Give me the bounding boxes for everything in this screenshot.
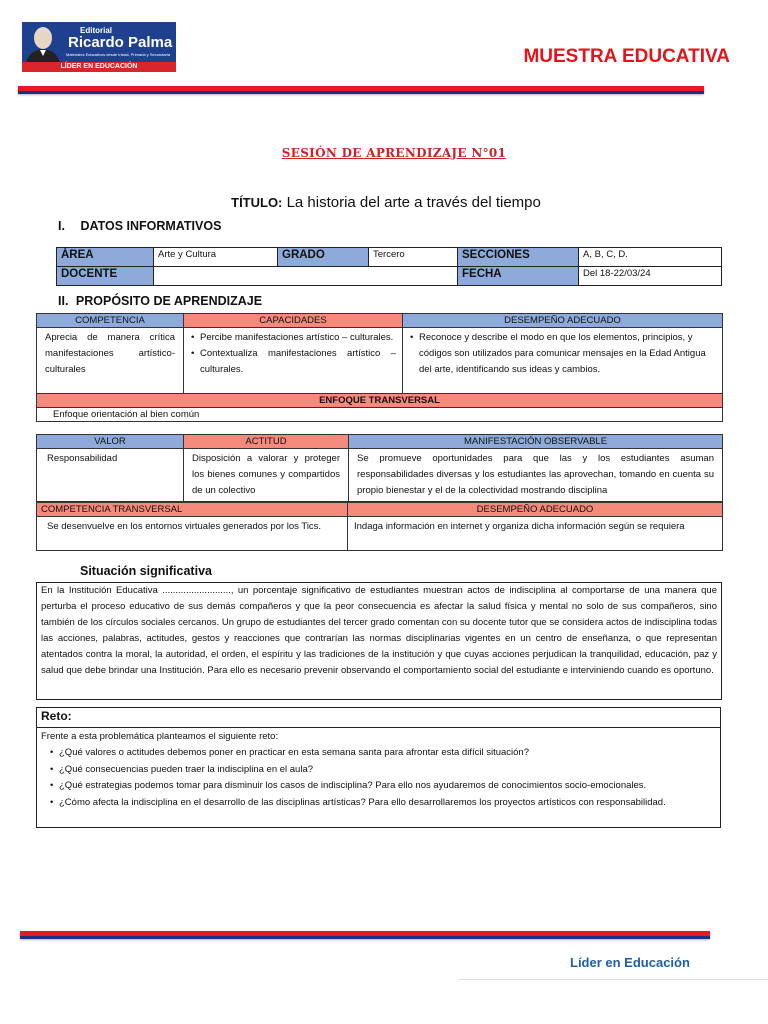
- capacidades-cell: [184, 328, 403, 394]
- section-title: DATOS INFORMATIVOS: [80, 219, 222, 233]
- actitud-cell: Disposición a valorar y proteger los bienes comunes y compartidos de un colectivo: [184, 449, 349, 502]
- docente-label: DOCENTE: [57, 267, 154, 286]
- datos-table: [56, 247, 722, 286]
- valor-cell: Responsabilidad: [37, 449, 184, 502]
- desempeno-cell: [403, 328, 723, 394]
- logo-name: Ricardo Palma: [68, 34, 173, 51]
- area-value: Arte y Cultura: [154, 248, 278, 267]
- situacion-heading: Situación significativa: [80, 564, 212, 578]
- list-item: • ¿Qué estrategias podemos tomar para disminuir los casos de indisciplina? Para ello nos ayudaremos de conocimientos socio-emocionales.: [59, 778, 716, 794]
- section-title: PROPÓSITO DE APRENDIZAJE: [75, 294, 263, 308]
- col-actitud: ACTITUD: [184, 435, 349, 449]
- reto-body: [37, 728, 720, 812]
- col-desempeno: DESEMPEÑO ADECUADO: [403, 314, 723, 328]
- valores-table: [36, 434, 723, 502]
- section-number: I.: [58, 219, 65, 233]
- logo-subtitle: Materiales Educativos desde Inicial, Primaria y Secundaria: [66, 52, 171, 57]
- enfoque-header: ENFOQUE TRANSVERSAL: [37, 394, 723, 408]
- footer-slogan: Líder en Educación: [570, 955, 690, 970]
- footer-divider: [20, 931, 710, 939]
- reto-heading: Reto:: [37, 708, 720, 728]
- list-item: • Contextualiza manifestaciones artístico – culturales.: [200, 346, 396, 378]
- list-item: • ¿Cómo afecta la indisciplina en el desarrollo de las disciplinas artísticas? Para ello desarrollaremos los proyectos artísticos con responsabilidad.: [59, 795, 716, 811]
- title-text: La historia del arte a través del tiempo: [286, 194, 541, 211]
- secciones-label: SECCIONES: [458, 248, 579, 267]
- title-label: TÍTULO:: [231, 195, 283, 210]
- list-item: • Percibe manifestaciones artístico – culturales.: [200, 330, 396, 346]
- section-proposito-heading: [58, 294, 262, 308]
- manifestacion-cell: Se promueve oportunidades para que las y los estudiantes asuman responsabilidades diversas y los estudiantes las aprovechan, tomando en cuenta su propio bienestar y el de la colectividad mostrando disciplina: [349, 449, 723, 502]
- page-title: [0, 194, 768, 211]
- fecha-value: Del 18-22/03/24: [579, 267, 722, 286]
- situacion-box: En la Institución Educativa .........................., un porcentaje significativo de estudiantes muestran actos de indisciplina al comportarse de una manera que perturba el proceso educativo de sus demás compañeros y que la peor consecuencia es afectar la salud física y mental no solo de sus compañeros, sino también de los círculos sociales cercanos. Un grupo de estudiantes del tercer grado comentan con su docente tutor que se considera actos de indisciplina todas las acciones, palabras, actitudes, gestos y reacciones que contrarían las normas disciplinarias vigentes en un centro de enseñanza, o que representan atentados contra la moral, la autoridad, el orden, el espíritu y las tradiciones de la institución y que cuyas acciones perjudican la tranquilidad, educación, paz y salud que debe brindar una Institución. Para ello es necesario prevenir observando el comportamiento social del estudiante e interviniendo cuando es oportuno.: [36, 582, 722, 700]
- desempeno2-cell: Indaga información en internet y organiza dicha información según se requiera: [348, 517, 723, 551]
- col-capacidades: CAPACIDADES: [184, 314, 403, 328]
- founder-portrait-icon: [26, 24, 60, 62]
- col-comp-transversal: COMPETENCIA TRANSVERSAL: [37, 503, 348, 517]
- comp-transversal-cell: Se desenvuelve en los entornos virtuales generados por los Tics.: [37, 517, 348, 551]
- proposito-table: [36, 313, 723, 422]
- reto-intro: Frente a esta problemática planteamos el siguiente reto:: [41, 731, 279, 742]
- reto-box: [36, 707, 721, 828]
- col-competencia: COMPETENCIA: [37, 314, 184, 328]
- enfoque-cell: Enfoque orientación al bien común: [37, 408, 723, 422]
- section-datos-heading: [58, 219, 221, 233]
- logo-editorial: Editorial: [80, 26, 113, 35]
- docente-value: [154, 267, 458, 286]
- col-valor: VALOR: [37, 435, 184, 449]
- footer-rule: [458, 979, 768, 980]
- section-number: II.: [58, 294, 69, 308]
- col-manifestacion: MANIFESTACIÓN OBSERVABLE: [349, 435, 723, 449]
- col-desempeno2: DESEMPEÑO ADECUADO: [348, 503, 723, 517]
- header-divider: [18, 86, 704, 94]
- grado-label: GRADO: [278, 248, 369, 267]
- list-item: • ¿Qué consecuencias pueden traer la indisciplina en el aula?: [59, 762, 716, 778]
- area-label: ÁREA: [57, 248, 154, 267]
- session-title: SESIÓN DE APRENDIZAJE N°01: [281, 146, 507, 160]
- publisher-logo: [22, 22, 176, 72]
- grado-value: Tercero: [369, 248, 458, 267]
- fecha-label: FECHA: [458, 267, 579, 286]
- competencia-cell: Aprecia de manera crítica manifestaciones artístico-culturales: [37, 328, 184, 394]
- logo-strip: LÍDER EN EDUCACIÓN: [22, 62, 176, 72]
- list-item: • Reconoce y describe el modo en que los elementos, principios, y códigos son utilizados para comunicar mensajes en la Edad Antigua del arte, identificando sus ideas y cambios.: [419, 330, 716, 378]
- transversal-table: [36, 502, 723, 551]
- list-item: • ¿Qué valores o actitudes debemos poner en practicar en esta semana santa para afrontar esta difícil situación?: [59, 745, 716, 761]
- brand-title: MUESTRA EDUCATIVA: [523, 46, 730, 67]
- secciones-value: A, B, C, D.: [579, 248, 722, 267]
